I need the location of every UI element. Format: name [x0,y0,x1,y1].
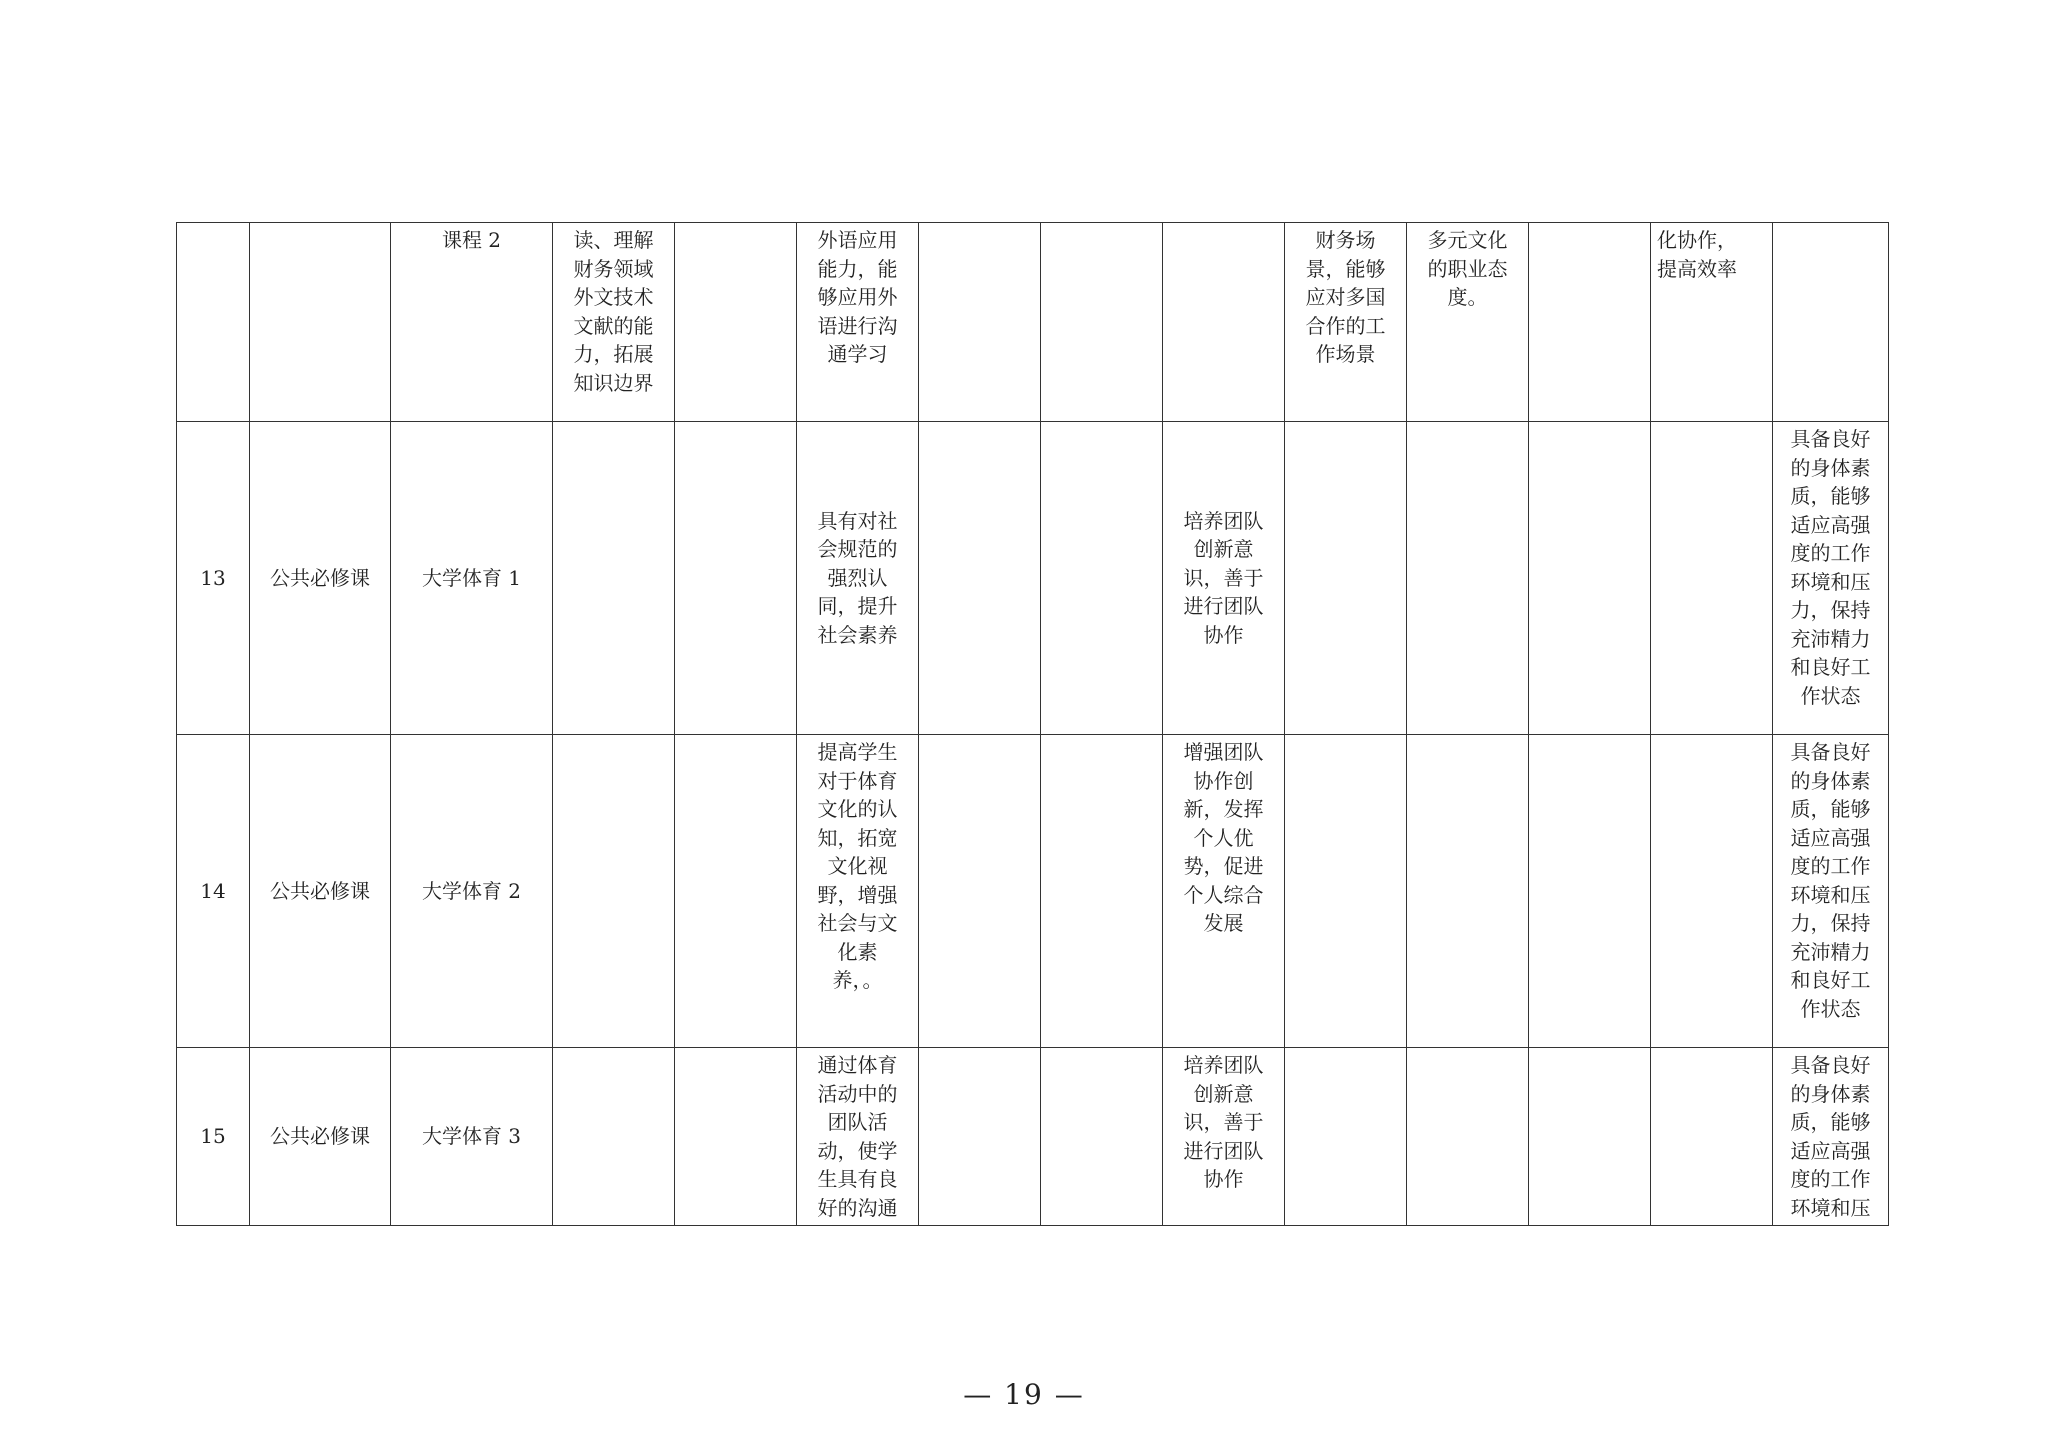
table-cell: 公共必修课 [250,422,391,735]
table-cell: 大学体育 1 [391,422,553,735]
table-cell [250,223,391,422]
table-row [177,735,1889,1048]
table-cell [1529,223,1651,422]
table-cell [1041,422,1163,735]
table-cell [1651,1048,1773,1226]
table-cell [1285,422,1407,735]
table-cell: 课程 2 [391,223,553,422]
table-cell [1529,422,1651,735]
table-cell: 15 [177,1048,250,1226]
table-cell [675,223,797,422]
table-cell [553,422,675,735]
table-cell: 化协作， 提高效率 [1651,223,1773,422]
table-cell: 具备良好 的身体素 质，能够 适应高强 度的工作 环境和压 [1773,1048,1889,1226]
table-cell: 大学体育 3 [391,1048,553,1226]
table-row [177,422,1889,735]
table-cell: 财务场 景，能够 应对多国 合作的工 作场景 [1285,223,1407,422]
table-row [177,1048,1889,1226]
table-cell [1651,735,1773,1048]
table-cell [1163,223,1285,422]
table-cell [675,735,797,1048]
table-cell [1529,1048,1651,1226]
table-cell: 14 [177,735,250,1048]
table-cell: 增强团队 协作创 新，发挥 个人优 势，促进 个人综合 发展 [1163,735,1285,1048]
table-cell [919,223,1041,422]
table-cell [1529,735,1651,1048]
table-row [177,223,1889,422]
table-cell [675,1048,797,1226]
table-cell [1407,422,1529,735]
table-cell: 提高学生 对于体育 文化的认 知，拓宽 文化视 野，增强 社会与文 化素 养，。 [797,735,919,1048]
table-cell: 具有对社 会规范的 强烈认 同，提升 社会素养 [797,422,919,735]
table-cell [1285,735,1407,1048]
table-cell [1651,422,1773,735]
table-cell: 培养团队 创新意 识，善于 进行团队 协作 [1163,422,1285,735]
table-cell [919,422,1041,735]
table-cell: 大学体育 2 [391,735,553,1048]
course-matrix-table [176,222,1889,1226]
table-cell [1041,735,1163,1048]
table-cell [1285,1048,1407,1226]
table-cell [1407,735,1529,1048]
table-body [177,223,1889,1226]
table-cell [553,1048,675,1226]
table-cell [1407,1048,1529,1226]
table-cell [919,1048,1041,1226]
table-cell: 通过体育 活动中的 团队活 动，使学 生具有良 好的沟通 [797,1048,919,1226]
table-cell [1041,1048,1163,1226]
page-number: — 19 — [963,1378,1085,1411]
table-cell: 外语应用 能力，能 够应用外 语进行沟 通学习 [797,223,919,422]
table-cell [1041,223,1163,422]
table-cell: 公共必修课 [250,735,391,1048]
table-cell: 读、理解 财务领域 外文技术 文献的能 力，拓展 知识边界 [553,223,675,422]
table-cell [553,735,675,1048]
table-cell: 培养团队 创新意 识，善于 进行团队 协作 [1163,1048,1285,1226]
table-cell [919,735,1041,1048]
table-cell: 公共必修课 [250,1048,391,1226]
table-cell [177,223,250,422]
table-cell: 多元文化 的职业态 度。 [1407,223,1529,422]
table-cell [675,422,797,735]
table-cell: 具备良好 的身体素 质，能够 适应高强 度的工作 环境和压 力，保持 充沛精力 和良好工 作状态 [1773,735,1889,1048]
table-cell: 具备良好 的身体素 质，能够 适应高强 度的工作 环境和压 力，保持 充沛精力 和良好工 作状态 [1773,422,1889,735]
table-cell [1773,223,1889,422]
table-cell: 13 [177,422,250,735]
